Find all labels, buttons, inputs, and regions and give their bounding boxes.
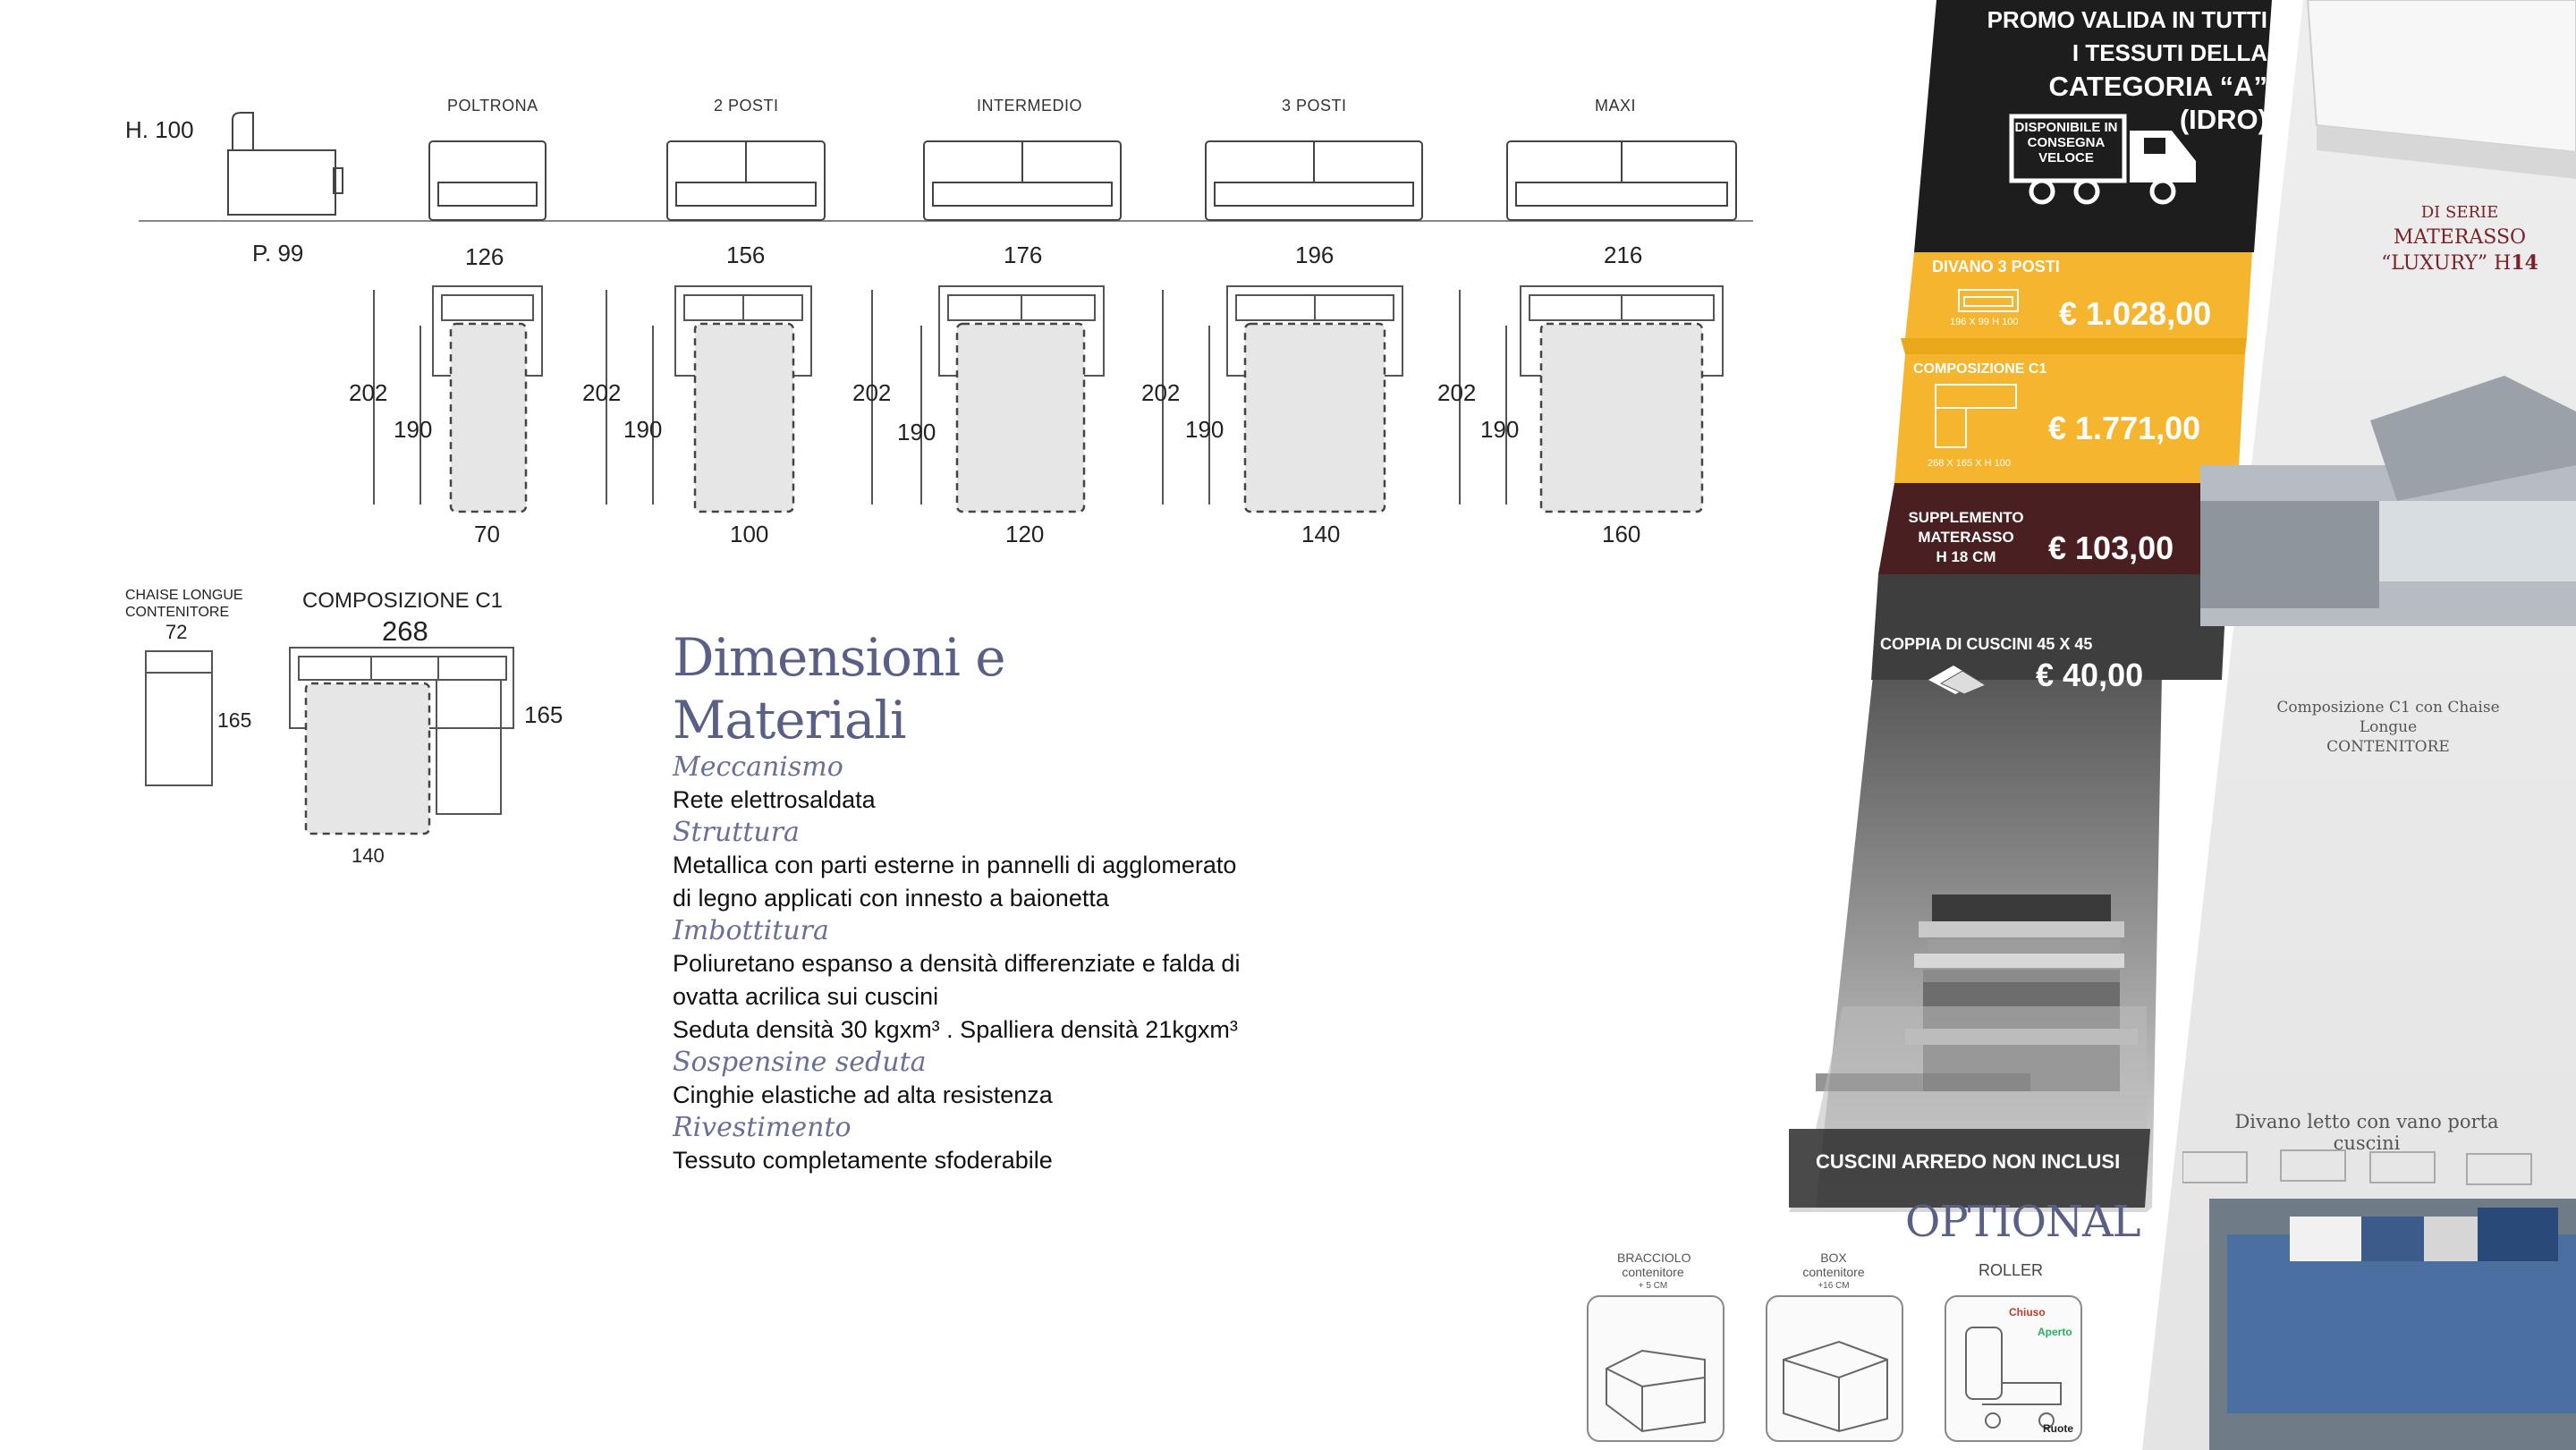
item-composizione-label: COMPOSIZIONE C1 bbox=[1913, 361, 2047, 377]
item-supplemento-label bbox=[1908, 508, 2024, 567]
item-cuscini-price: € 40,00 bbox=[2036, 657, 2144, 693]
bed-length-maxi: 202 bbox=[1437, 379, 1477, 406]
model-label-3posti: 3 POSTI bbox=[1282, 97, 1347, 114]
mattress-width-maxi: 160 bbox=[1602, 521, 1641, 547]
bracciolo-sub1: contenitore bbox=[1622, 1265, 1684, 1279]
caption-chaise bbox=[2254, 698, 2522, 757]
supplemento-line-1: SUPPLEMENTO bbox=[1908, 509, 2024, 526]
mattress-length-poltrona: 190 bbox=[394, 416, 433, 443]
width-3posti: 196 bbox=[1295, 242, 1335, 268]
mattress-width-intermedio: 120 bbox=[1005, 521, 1045, 547]
chaise-sofa-image bbox=[2200, 376, 2576, 626]
cushions-note-prefix: CUSCINI ARREDO bbox=[1816, 1150, 1993, 1173]
model-label-maxi: MAXI bbox=[1595, 97, 1637, 114]
item-supplemento-price: € 103,00 bbox=[2048, 530, 2174, 566]
spec-heading-meccanismo: Meccanismo bbox=[673, 751, 843, 783]
width-poltrona: 126 bbox=[465, 243, 504, 270]
mattress-width-poltrona: 70 bbox=[474, 521, 500, 547]
specs-section bbox=[673, 626, 1245, 1177]
mattress-length-2posti: 190 bbox=[623, 416, 663, 443]
promo-line-2: I TESSUTI DELLA bbox=[2072, 39, 2267, 66]
optional-box-image bbox=[1766, 1295, 1903, 1442]
bracciolo-label: BRACCIOLO bbox=[1617, 1251, 1691, 1265]
series-line-2: MATERASSO bbox=[2393, 226, 2527, 249]
depth-label: P. 99 bbox=[252, 240, 304, 267]
delivery-text bbox=[2012, 120, 2121, 165]
width-intermedio: 176 bbox=[1004, 242, 1043, 268]
item-divano-price: € 1.028,00 bbox=[2059, 295, 2212, 332]
delivery-line-2: CONSEGNA bbox=[2027, 135, 2106, 150]
bed-length-poltrona: 202 bbox=[349, 379, 388, 406]
spec-line: di legno applicati con innesto a baionetta bbox=[673, 885, 1109, 912]
roller-open: Aperto bbox=[2038, 1326, 2072, 1338]
specs-title: Dimensioni e Materiali bbox=[673, 627, 1005, 750]
bed-length-3posti: 202 bbox=[1141, 379, 1181, 406]
item-composizione-price: € 1.771,00 bbox=[2048, 410, 2201, 446]
sofa-icon bbox=[1957, 288, 2020, 315]
caption-chaise-line-2: CONTENITORE bbox=[2326, 738, 2450, 756]
roller-icon bbox=[1946, 1297, 2080, 1440]
roller-label: ROLLER bbox=[1979, 1261, 2044, 1279]
series-line-3b: 14 bbox=[2511, 251, 2538, 275]
width-2posti: 156 bbox=[726, 242, 766, 268]
mattress-length-maxi: 190 bbox=[1480, 416, 1520, 443]
spec-line: Seduta densità 30 kgxm³ . Spalliera densità 21kgxm³ bbox=[673, 1016, 1238, 1043]
height-label: H. 100 bbox=[125, 116, 194, 143]
item-divano-label: DIVANO 3 POSTI bbox=[1932, 258, 2060, 276]
armrest-storage-icon bbox=[1589, 1297, 1723, 1440]
width-maxi: 216 bbox=[1604, 242, 1643, 268]
pillow-icon bbox=[1923, 660, 1995, 696]
cushions-note bbox=[1816, 1150, 2120, 1174]
mattress-width-3posti: 140 bbox=[1301, 521, 1341, 547]
spec-heading-rivestimento: Rivestimento bbox=[673, 1112, 852, 1143]
series-caption bbox=[2379, 200, 2540, 276]
item-divano-dims: 196 X 99 H 100 bbox=[1950, 317, 2019, 327]
mattress-image bbox=[2308, 0, 2576, 179]
composition-drawing bbox=[286, 644, 519, 841]
mattress-length-intermedio: 190 bbox=[897, 419, 936, 445]
bracciolo-sub2: + 5 CM bbox=[1638, 1281, 1668, 1291]
cushions-note-bold: NON INCLUSI bbox=[1992, 1150, 2121, 1173]
roller-closed: Chiuso bbox=[2009, 1306, 2046, 1319]
chaise-title-1: CHAISE LONGUE bbox=[125, 588, 243, 603]
promo-line-3: CATEGORIA “A” (IDRO) bbox=[2048, 71, 2267, 135]
composition-mattress-width: 140 bbox=[352, 844, 385, 867]
model-label-2posti: 2 POSTI bbox=[714, 97, 779, 114]
spec-line: Rete elettrosaldata bbox=[673, 786, 876, 813]
front-views bbox=[0, 134, 1789, 224]
box-label: BOX bbox=[1820, 1251, 1847, 1265]
box-sub2: +16 CM bbox=[1818, 1281, 1850, 1291]
supplemento-line-3: H 18 CM bbox=[1936, 548, 1996, 565]
mattress-width-2posti: 100 bbox=[730, 521, 769, 547]
roller-wheels: Ruote bbox=[2043, 1422, 2073, 1435]
bed-length-intermedio: 202 bbox=[852, 379, 892, 406]
optional-title: OPTIONAL bbox=[1905, 1197, 2140, 1247]
item-cuscini-label: COPPIA DI CUSCINI 45 X 45 bbox=[1880, 635, 2093, 653]
sofa-bed-image bbox=[2209, 1199, 2576, 1450]
spec-line: Tessuto completamente sfoderabile bbox=[673, 1147, 1053, 1174]
chaise-depth: 165 bbox=[217, 708, 252, 732]
optional-bracciolo-image bbox=[1587, 1295, 1724, 1442]
promo-line-1: PROMO VALIDA IN TUTTI bbox=[1987, 6, 2267, 33]
item-composizione-dims: 268 X 165 X H 100 bbox=[1928, 458, 2011, 469]
composition-width: 268 bbox=[382, 615, 428, 647]
spec-line: Metallica con parti esterne in pannelli di agglomerato bbox=[673, 852, 1237, 878]
spec-line: ovatta acrilica sui cuscini bbox=[673, 983, 939, 1010]
series-line-3 bbox=[2379, 250, 2540, 276]
spec-heading-imbottitura: Imbottitura bbox=[673, 915, 829, 946]
supplemento-line-2: MATERASSO bbox=[1918, 529, 2014, 546]
spec-line: Poliuretano espanso a densità differenziate e falda di bbox=[673, 950, 1241, 977]
chaise-width: 72 bbox=[165, 621, 188, 643]
mattress-length-3posti: 190 bbox=[1185, 416, 1224, 443]
top-views bbox=[0, 277, 1789, 519]
series-line-3a: “LUXURY” H bbox=[2381, 252, 2512, 275]
caption-sofa-bed: Divano letto con vano porta cuscini bbox=[2234, 1111, 2499, 1154]
caption-chaise-line-1: Composizione C1 con Chaise Longue bbox=[2276, 699, 2500, 736]
spec-heading-struttura: Struttura bbox=[673, 817, 800, 848]
model-label-poltrona: POLTRONA bbox=[447, 97, 538, 114]
storage-box-icon bbox=[1767, 1297, 1902, 1440]
spec-heading-sospensione: Sospensine seduta bbox=[673, 1047, 927, 1078]
model-label-intermedio: INTERMEDIO bbox=[977, 97, 1083, 114]
spec-line: Cinghie elastiche ad alta resistenza bbox=[673, 1081, 1053, 1108]
composition-depth: 165 bbox=[524, 701, 564, 728]
delivery-line-1: DISPONIBILE IN bbox=[2014, 120, 2118, 135]
chaise-drawing bbox=[143, 649, 215, 789]
chaise-title-2: CONTENITORE bbox=[125, 605, 230, 620]
series-line-1: DI SERIE bbox=[2420, 203, 2499, 222]
corner-sofa-icon bbox=[1932, 381, 2021, 453]
composition-title: COMPOSIZIONE C1 bbox=[302, 589, 504, 613]
box-sub1: contenitore bbox=[1802, 1265, 1865, 1279]
bed-length-2posti: 202 bbox=[582, 379, 622, 406]
mini-sofa-thumbnails bbox=[2182, 1150, 2531, 1184]
delivery-line-3: VELOCE bbox=[2038, 150, 2094, 165]
